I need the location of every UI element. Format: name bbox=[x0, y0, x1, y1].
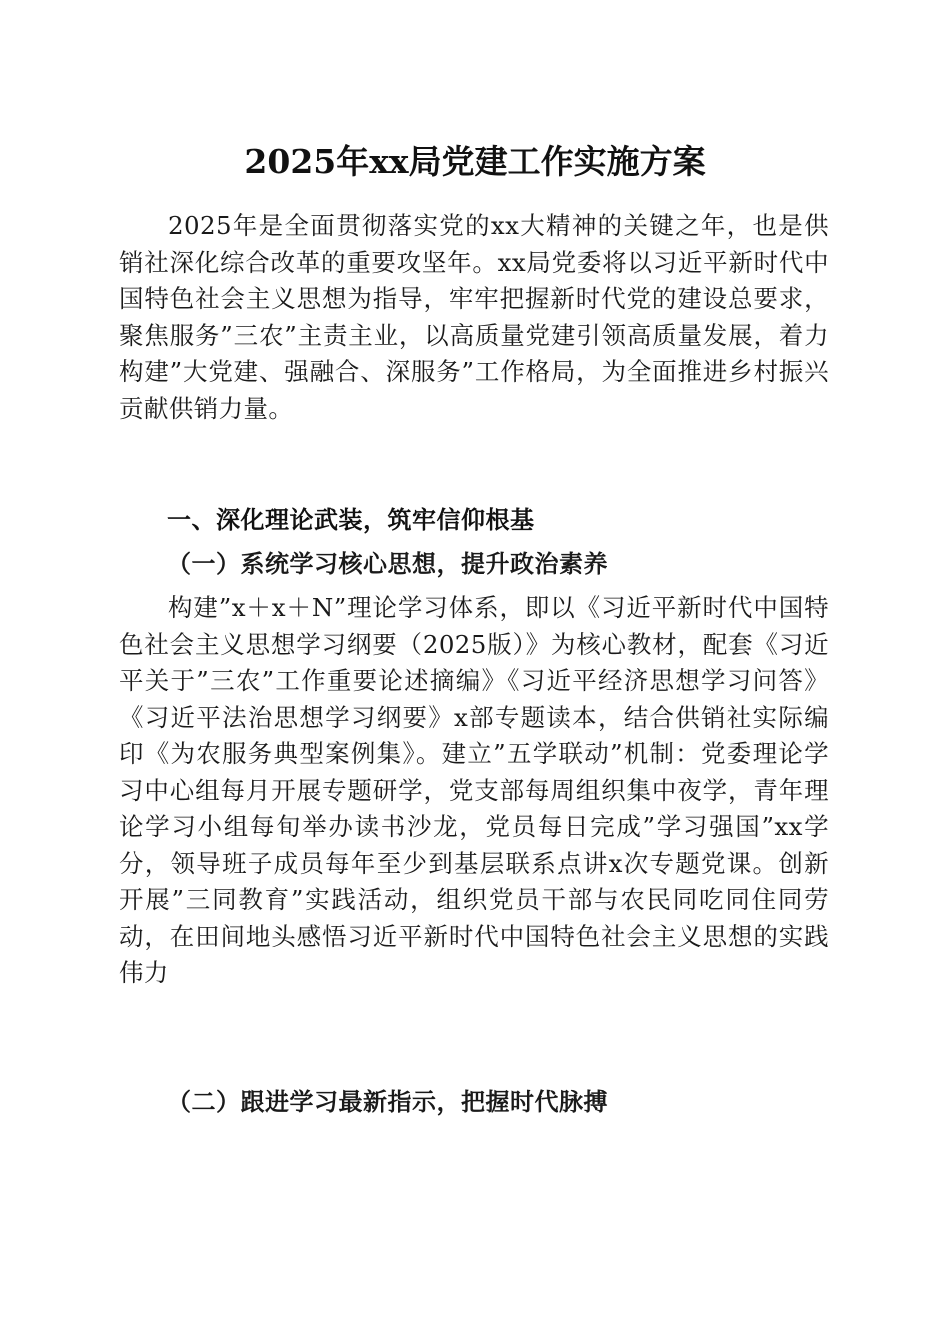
subsection-paragraph-1: 构建”x＋x＋N”理论学习体系，即以《习近平新时代中国特色社会主义思想学习纲要（2025版）》为核心教材，配套《习近平关于”三农”工作重要论述摘编》《习近平经济思想学习问答》《习近平法治思想学习纲要》x部专题读本，结合供销社实际编印《为农服务典型案例集》。建立”五学联动”机制：党委理论学习中心组每月开展专题研学，党支部每周组织集中夜学，青年理论学习小组每旬举办读书沙龙，党员每日完成”学习强国”xx学分，领导班子成员每年至少到基层联系点讲x次专题党课。创新开展”三同教育”实践活动，组织党员干部与农民同吃同住同劳动，在田间地头感悟习近平新时代中国特色社会主义思想的实践伟力 bbox=[119, 593, 829, 987]
intro-paragraph: 2025年是全面贯彻落实党的xx大精神的关键之年，也是供销社深化综合改革的重要攻坚年。xx局党委将以习近平新时代中国特色社会主义思想为指导，牢牢把握新时代党的建设总要求，聚焦服务”三农”主责主业，以高质量党建引领高质量发展，着力构建”大党建、强融合、深服务”工作格局，为全面推进乡村振兴贡献供销力量。 bbox=[119, 211, 829, 423]
section-heading-1: 一、深化理论武装，筑牢信仰根基 bbox=[167, 506, 535, 534]
document-title: 2025年xx局党建工作实施方案 bbox=[244, 142, 706, 181]
subsection-heading-2: （二）跟进学习最新指示，把握时代脉搏 bbox=[167, 1087, 608, 1116]
subsection-heading-1: （一）系统学习核心思想，提升政治素养 bbox=[167, 549, 608, 578]
